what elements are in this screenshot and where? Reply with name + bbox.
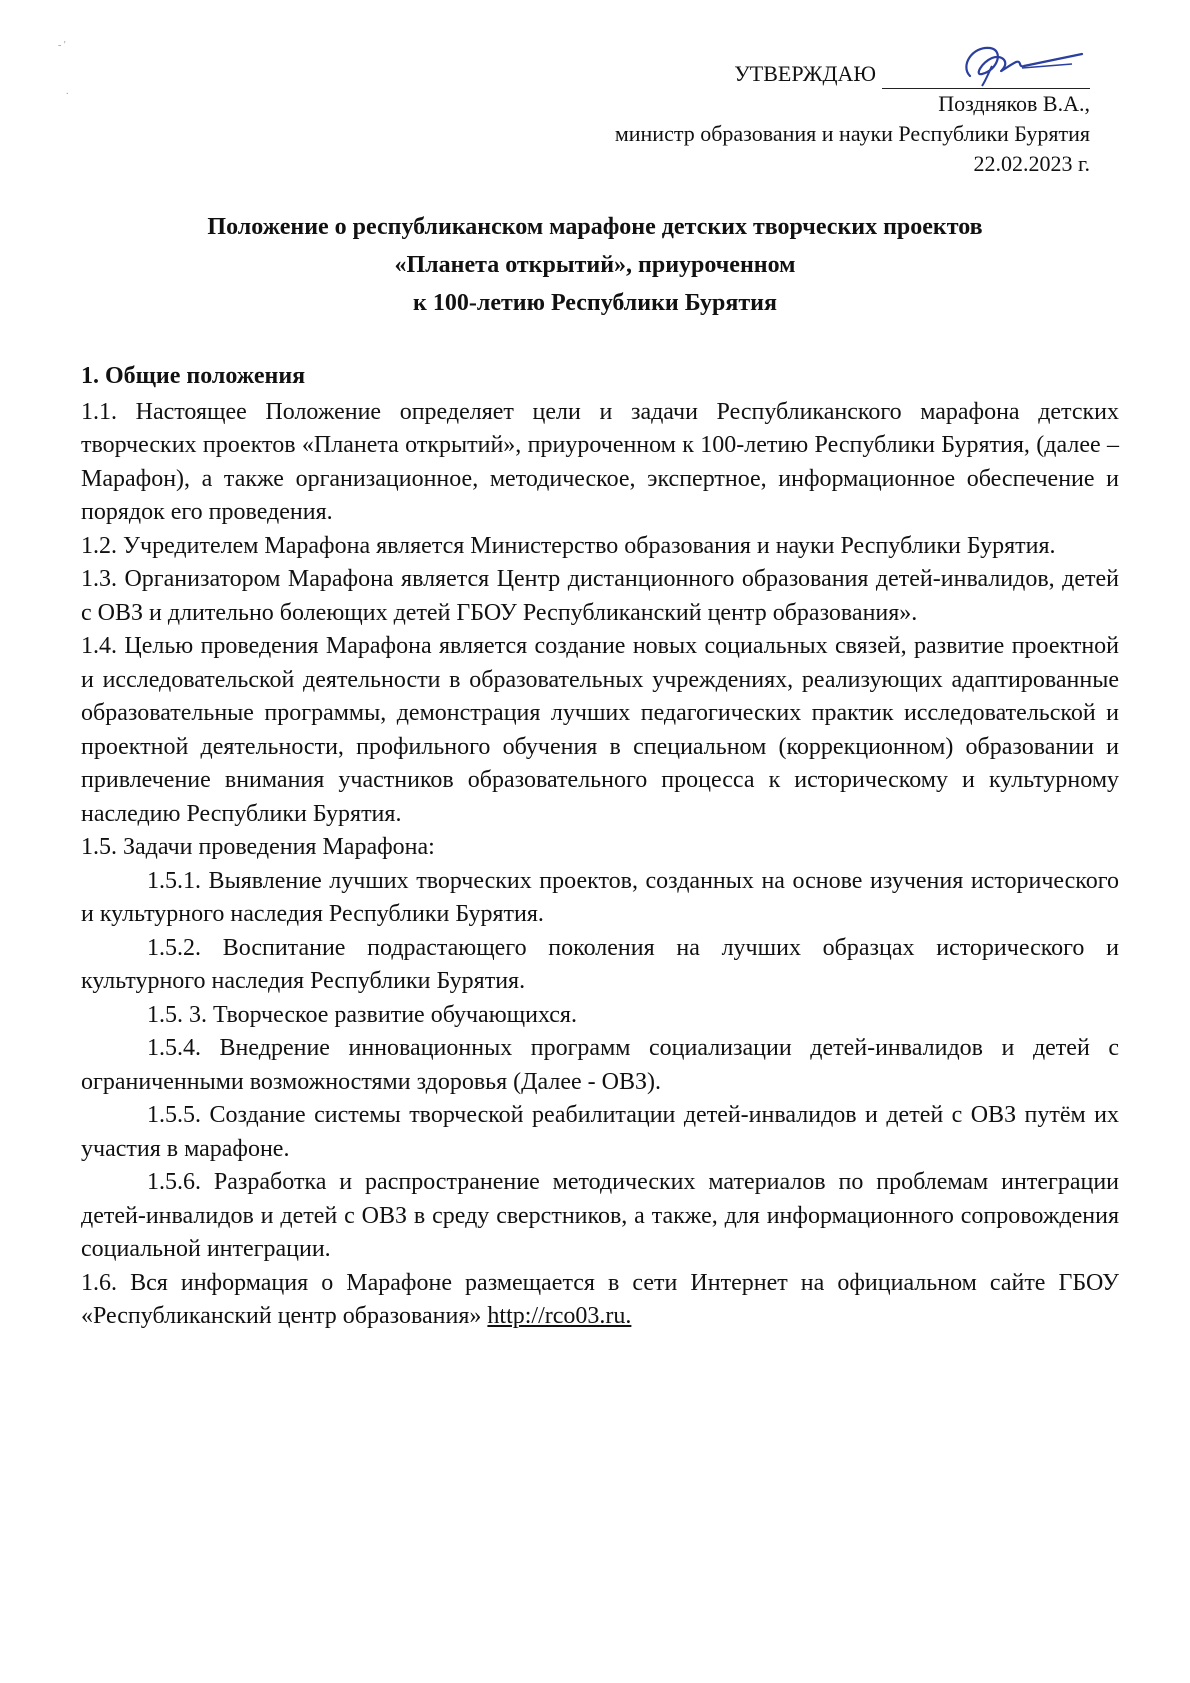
paragraph-1-1: 1.1. Настоящее Положение определяет цели и задачи Республиканского марафона детских творческих проектов «Планета открытий», приуроченном к 100-летию Республики Бурятия, (далее – Марафон), а также организационное, методическое, экспертное, информационное обеспечение и порядок его проведения. [81,398,1119,525]
approval-label: УТВЕРЖДАЮ [734,61,876,86]
title-line: Положение о республиканском марафоне детских творческих проектов [207,214,983,240]
paragraph-1-6-text: 1.6. Вся информация о Марафоне размещается в сети Интернет на официальном сайте ГБОУ «Республиканский центр образования» [81,1269,1119,1329]
signature-image [952,36,1092,96]
paragraph-1-5-6: 1.5.6. Разработка и распространение методических материалов по проблемам интеграции детей-инвалидов и детей с ОВЗ в среду сверстников, а также, для информационного сопровождения социальной интеграции. [81,1169,1119,1262]
scan-speck: - ' [58,40,66,51]
paragraph-1-5-2: 1.5.2. Воспитание подрастающего поколения на лучших образцах исторического и культурного наследия Республики Бурятия. [81,934,1119,994]
paragraph-1-4: 1.4. Целью проведения Марафона является создание новых социальных связей, развитие проектной и исследовательской деятельности в образовательных учреждениях, реализующих адаптированные образовательные программы, демонстрация лучших педагогических практик исследовательской и проектной деятельности, профильного обучения в специальном (коррекционном) образовании и привлечение внимания участников образовательного процесса к историческому и культурному наследию Республики Бурятия. [81,633,1119,827]
signature-line [882,58,1090,89]
paragraph-1-5-3: 1.5. 3. Творческое развитие обучающихся. [147,1001,577,1028]
section-heading: 1. Общие положения [81,363,306,389]
website-link[interactable]: http://rco03.ru. [487,1303,632,1329]
paragraph-1-5-5: 1.5.5. Создание системы творческой реабилитации детей-инвалидов и детей с ОВЗ путём их участия в марафоне. [81,1102,1119,1162]
approver-name: Поздняков В.А., [938,91,1090,116]
scan-speck: . [66,86,69,97]
document-body [81,360,1119,1334]
approval-date: 22.02.2023 г. [973,151,1090,176]
paragraph-1-3: 1.3. Организатором Марафона является Центр дистанционного образования детей-инвалидов, детей с ОВЗ и длительно болеющих детей ГБОУ Республиканский центр образования». [81,566,1119,626]
paragraph-1-5: 1.5. Задачи проведения Марафона: [81,834,435,860]
document-title [0,208,1190,322]
approval-line [615,58,1090,89]
title-line: «Планета открытий», приуроченном [394,252,796,278]
paragraph-1-5-1: 1.5.1. Выявление лучших творческих проектов, созданных на основе изучения исторического и культурного наследия Республики Бурятия. [81,867,1119,927]
paragraph-1-2: 1.2. Учредителем Марафона является Министерство образования и науки Республики Бурятия. [81,532,1056,559]
title-line: к 100-летию Республики Бурятия [413,290,777,316]
approver-position: министр образования и науки Республики Бурятия [614,121,1090,146]
approval-block [615,58,1090,179]
paragraph-1-6 [81,1267,1119,1334]
paragraph-1-5-4: 1.5.4. Внедрение инновационных программ социализации детей-инвалидов и детей с ограниченными возможностями здоровья (Далее - ОВЗ). [81,1035,1119,1095]
